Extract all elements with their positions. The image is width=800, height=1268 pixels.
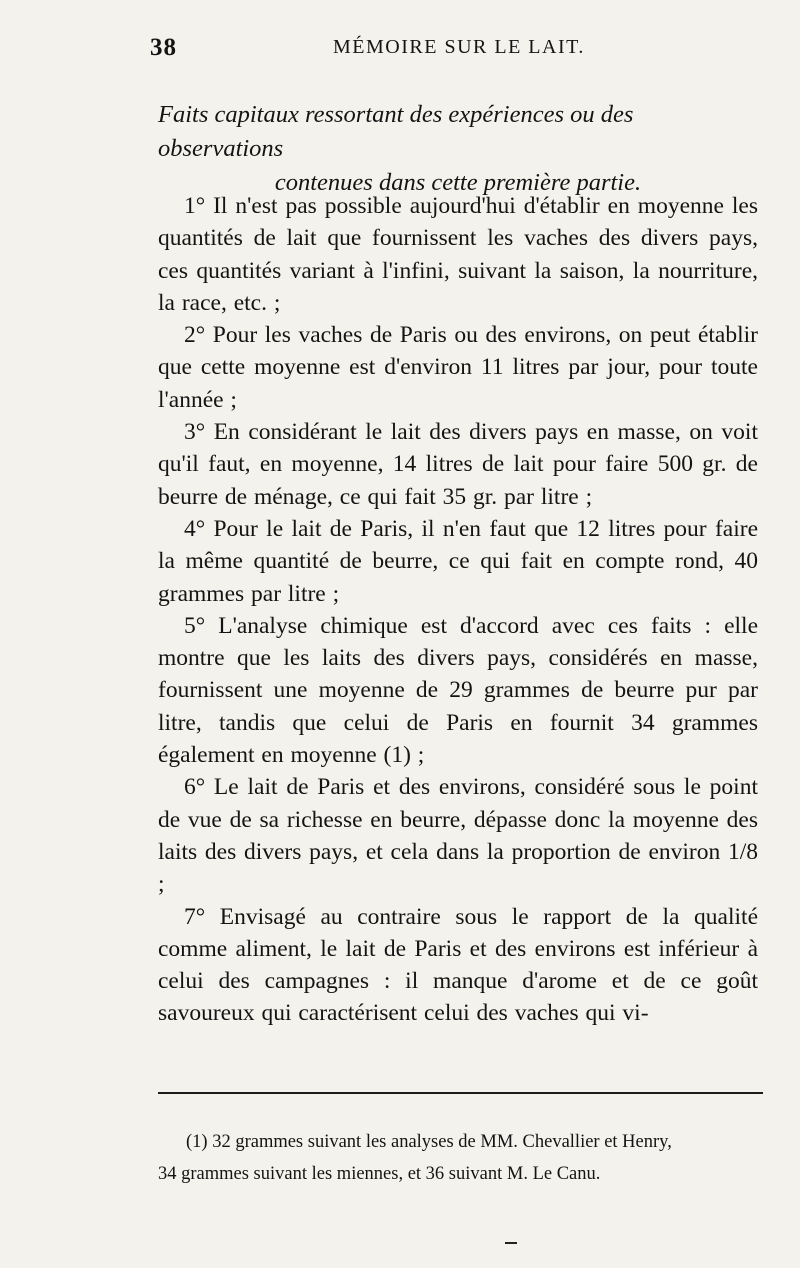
section-heading <box>158 98 758 200</box>
page-number: 38 <box>150 34 177 61</box>
paragraph-7: 7° Envisagé au contraire sous le rapport de la qualité comme aliment, le lait de Paris et des environs est inférieur à celui des campagnes : il manque d'arome et de ce goût savoureux qui caractérisent celui des vaches qui vi- <box>158 903 758 1027</box>
paragraph-1: 1° Il n'est pas possible aujourd'hui d'établir en moyenne les quantités de lait que fournissent les vaches des divers pays, ces quantités variant à l'infini, suivant la saison, la nourriture, la race, etc. ; <box>158 193 758 316</box>
running-head <box>128 30 738 62</box>
paragraph-4: 4° Pour le lait de Paris, il n'en faut que 12 litres pour faire la même quantité de beurre, ce qui fait en compte rond, 40 grammes par litre ; <box>158 515 758 607</box>
section-heading-line-1: Faits capitaux ressortant des expériences ou des observations <box>158 101 634 162</box>
body-text <box>158 190 758 1030</box>
footnote-line-1: (1) 32 grammes suivant les analyses de MM. Chevallier et Henry, <box>186 1132 672 1152</box>
footnote <box>158 1126 766 1190</box>
footnote-line-2: 34 grammes suivant les miennes, et 36 suivant M. Le Canu. <box>158 1164 601 1184</box>
paragraph-6: 6° Le lait de Paris et des environs, considéré sous le point de vue de sa richesse en beurre, dépasse donc la moyenne des laits des divers pays, et cela dans la proportion de environ 1/8 ; <box>158 774 758 898</box>
paragraph-3: 3° En considérant le lait des divers pays en masse, on voit qu'il faut, en moyenne, 14 litres de lait pour faire 500 gr. de beurre de ménage, ce qui fait 35 gr. par litre ; <box>158 419 758 510</box>
paragraph-5: 5° L'analyse chimique est d'accord avec ces faits : elle montre que les laits des divers pays, considérés en masse, fournissent une moyenne de 29 grammes de beurre pur par litre, tandis que celui de Paris en fournit 34 grammes également en moyenne (1) ; <box>158 612 758 769</box>
signature-mark <box>505 1242 517 1244</box>
footnote-divider <box>158 1092 763 1094</box>
running-title: MÉMOIRE SUR LE LAIT. <box>333 36 585 58</box>
section-heading-line-2: contenues dans cette première partie. <box>274 169 642 196</box>
paragraph-2: 2° Pour les vaches de Paris ou des environs, on peut établir que cette moyenne est d'environ 11 litres par jour, pour toute l'année ; <box>158 322 758 413</box>
